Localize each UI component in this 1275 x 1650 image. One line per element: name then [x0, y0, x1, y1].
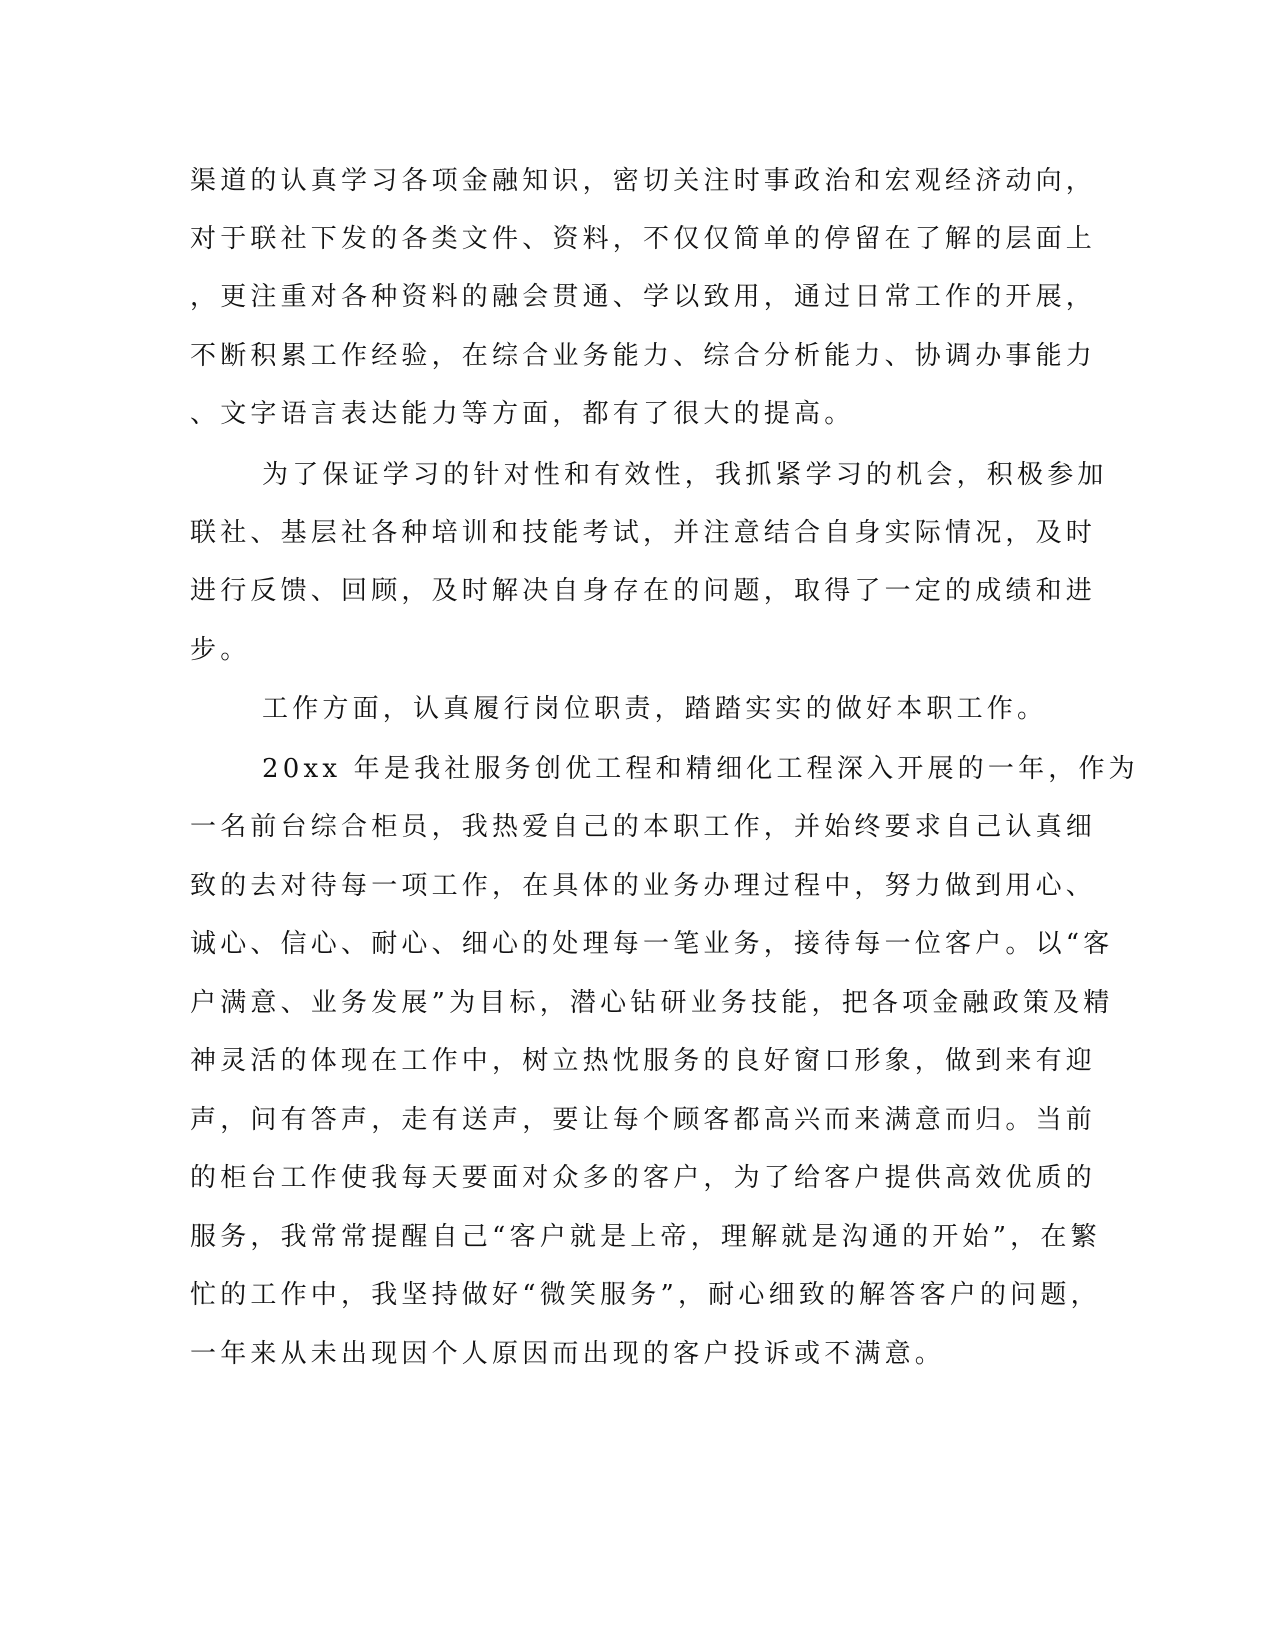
text-line: 对于联社下发的各类文件、资料，不仅仅简单的停留在了解的层面上	[190, 224, 1097, 254]
text-line: 、文字语言表达能力等方面，都有了很大的提高。	[190, 399, 855, 429]
text-line: ，更注重对各种资料的融会贯通、学以致用，通过日常工作的开展，	[190, 282, 1097, 312]
paragraph-first-line: 工作方面，认真履行岗位职责，踏踏实实的做好本职工作。	[262, 694, 1048, 724]
paragraph-first-line: 为了保证学习的针对性和有效性，我抓紧学习的机会，积极参加	[262, 460, 1108, 490]
text-line: 不断积累工作经验，在综合业务能力、综合分析能力、协调办事能力	[190, 341, 1097, 371]
paragraph-first-line: 20xx 年是我社服务创优工程和精细化工程深入开展的一年，作为	[262, 754, 1139, 784]
text-line: 户满意、业务发展”为目标，潜心钻研业务技能，把各项金融政策及精	[190, 988, 1114, 1018]
text-line: 一年来从未出现因个人原因而出现的客户投诉或不满意。	[190, 1339, 946, 1369]
text-line: 进行反馈、回顾，及时解决自身存在的问题，取得了一定的成绩和进	[190, 576, 1097, 606]
text-line: 服务，我常常提醒自己“客户就是上帝，理解就是沟通的开始”，在繁	[190, 1222, 1101, 1252]
text-line: 诚心、信心、耐心、细心的处理每一笔业务，接待每一位客户。以“客	[190, 929, 1114, 959]
text-line: 致的去对待每一项工作，在具体的业务办理过程中，努力做到用心、	[190, 871, 1097, 901]
text-line: 声，问有答声，走有送声，要让每个顾客都高兴而来满意而归。当前	[190, 1105, 1097, 1135]
text-line: 步。	[190, 635, 251, 665]
text-line: 忙的工作中，我坚持做好“微笑服务”，耐心细致的解答客户的问题，	[190, 1280, 1101, 1310]
text-line: 联社、基层社各种培训和技能考试，并注意结合自身实际情况，及时	[190, 518, 1097, 548]
text-line: 神灵活的体现在工作中，树立热忱服务的良好窗口形象，做到来有迎	[190, 1046, 1097, 1076]
text-line: 的柜台工作使我每天要面对众多的客户，为了给客户提供高效优质的	[190, 1163, 1097, 1193]
text-line: 渠道的认真学习各项金融知识，密切关注时事政治和宏观经济动向，	[190, 166, 1097, 196]
text-line: 一名前台综合柜员，我热爱自己的本职工作，并始终要求自己认真细	[190, 812, 1097, 842]
